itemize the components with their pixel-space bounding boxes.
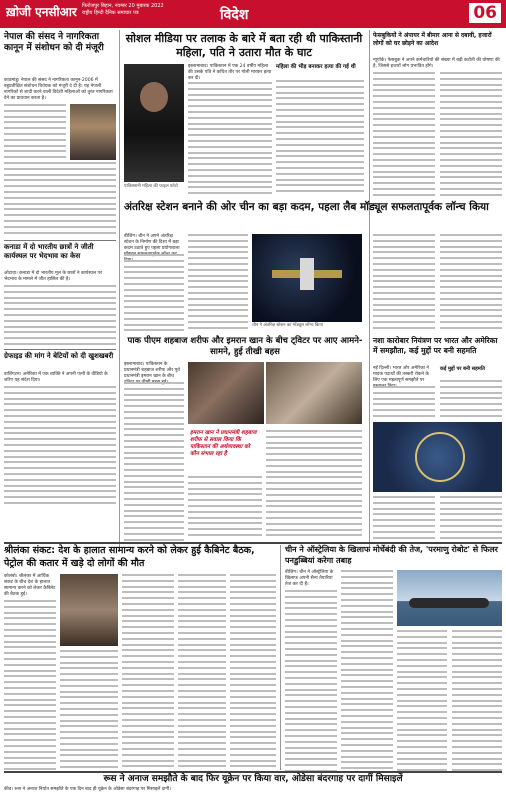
us-seal-photo [373,422,502,492]
canada-headline: कनाडा में दो भारतीय छात्रों ने जीती कार्यस्थल पर भेदभाव का केस [4,243,94,260]
space-station-photo [252,234,362,322]
submarine-photo [397,570,502,626]
china-australia-body-lines [397,630,447,768]
srilanka-body-lines [60,650,118,768]
china-space-body: बीजिंग। चीन ने अपने अंतरिक्ष स्टेशन के निर्माण की दिशा में बड़ा कदम उठाते हुए पहला प्रयोगशाला [124,234,180,251]
russia-body: कीव। रूस ने अनाज निर्यात समझौते के एक दिन बाद ही यूक्रेन के ओडेसा बंदरगाह पर मिसाइलें दागीं। [4,787,171,792]
nepal-parliament-photo [70,104,116,160]
video-body: वाशिंगटन। अमेरिका में एक व्यक्ति ने अपनी पत्नी के वीडियो के जरिए यह संदेश दिया। [4,372,108,383]
srilanka-body-lines [4,600,56,768]
newspaper-logo: ख़ोजी एनसीआर [6,5,77,19]
facebook-body: न्यूयॉर्क। फेसबुक ने अपने कर्मचारियों की संख्या में बड़ी कटौती की घोषणा की है, जिससे हजारों लोग प्रभावित होंगे। [373,58,500,69]
china-space-headline: अंतरिक्ष स्टेशन बनाने की ओर चीन का बड़ा कदम, पहला लैब मॉड्यूल सफलतापूर्वक लॉन्च किया [124,201,489,213]
shehbaz-body-lines [188,476,262,536]
column-divider [119,30,120,550]
china-australia-headline: चीन ने ऑस्ट्रेलिया के खिलाफ मोर्चेबंदी की तेज, 'परमाणु रोबोट' से फिलर पनडुब्बियां करेगा तबाह [285,545,498,565]
drugs-subheading: कई मुद्दों पर बनी सहमति [440,366,485,372]
china-space-caption: चीन ने अंतरिक्ष स्टेशन का मॉड्यूल लॉन्च किया [252,323,323,328]
china-space-body-lines [373,234,435,330]
srilanka-photo [60,574,118,646]
shehbaz-body-lines [266,430,362,536]
nepal-body: काठमांडू। नेपाल की संसद ने नागरिकता कानून-2006 में बहुप्रतीक्षित संशोधन विधेयक को मंजूरी दे दी है। यह नेपाली नागरिकों से शादी करने वाली विदेशी महिलाओं को तुरंत नागरिकता देने का प्रावधान करता है। [4,78,113,101]
seal-emblem [415,432,465,482]
drugs-headline: नशा कारोबार नियंत्रण पर भारत और अमेरिका में समझौता, कई मुद्दों पर बनी सहमति [373,336,498,355]
section-title: विदेश [220,7,249,23]
shehbaz-headline: पाक पीएम शहबाज शरीफ और इमरान खान के बीच ट्विटर पर आए आमने-सामने, हुई तीखी बहस [127,336,363,357]
china-australia-body: बीजिंग। चीन ने ऑस्ट्रेलिया के खिलाफ अपनी सैन्य तैयारियां तेज कर दी हैं। [285,570,334,587]
pakistan-woman-subheading: महिला की भीड़ बनाकर हत्या की गई थी [276,64,356,70]
video-headline: ग्रेफाइड की मांग ने बेटियों को दी खुशखबरी [4,352,114,360]
masthead [0,0,506,28]
submarine-shape [409,598,489,608]
column-divider [280,545,281,770]
section-rule [4,771,502,773]
shehbaz-body-lines [124,382,184,536]
facebook-body-lines [373,72,435,196]
edition-date: फिरोजपुर बिहान, नवम्बर 20 मुबारक 2022 राष्ट्रीय हिन्दी दैनिक समाचार पत्र [82,3,164,16]
canada-body: ओटावा। कनाडा में दो भारतीय मूल के छात्रों ने कार्यस्थल पर भेदभाव के मामले में जीत हासिल की है। [4,271,103,282]
drugs-body: नई दिल्ली। भारत और अमेरिका ने मादक पदार्थों की तस्करी रोकने के लिए एक महत्वपूर्ण समझौते पर [373,366,429,383]
russia-headline: रूस ने अनाज समझौते के बाद फिर यूक्रेन पर किया वार, ओडेसा बंदरगाह पर दागीं मिसाइलें [103,774,403,784]
shehbaz-body: इस्लामाबाद। पाकिस्तान के प्रधानमंत्री शहबाज शरीफ और पूर्व प्रधानमंत्री इमरान खान के बीच [124,362,180,379]
pakistan-woman-body-lines [276,80,364,196]
srilanka-body-lines [122,574,174,768]
drugs-body-lines [373,386,435,420]
facebook-body-lines [440,72,502,196]
china-australia-body-lines [285,590,337,768]
drugs-body-lines [440,380,502,420]
srilanka-body-lines [230,574,276,768]
pakistan-woman-photo [124,64,184,182]
section-rule [4,542,502,544]
pakistan-woman-headline: सोशल मीडिया पर तलाक के बारे में बता रही थी पाकिस्तानी महिला, पति ने उतारा मौत के घाट [125,32,363,59]
nepal-body-lines [4,162,116,238]
srilanka-headline: श्रीलंका संकट: देश के हालात सामान्य करने को लेकर हुई कैबिनेट बैठक, पेट्रोल की कतार में खड़े दो लोगों की मौत [4,545,255,569]
story-rule [4,349,116,350]
pakistan-woman-body: इस्लामाबाद। पाकिस्तान में एक 24 वर्षीय महिला की उसके पति ने कथित तौर पर गोली मारकर हत्या कर दी। [188,64,272,81]
shehbaz-pull-quote: इमरान खान ने प्रधानमंत्री शहबाज शरीफ से सवाल किया कि पाकिस्तान की अर्थव्यवस्था को कौन संभाल रहा है [190,430,257,457]
face-shape [140,82,168,112]
facebook-headline: फेसबुकियों ने अंपायर में बीमार आना से दबावी, हजारों लोगों को घर छोड़ने का आदेश [373,32,492,47]
nepal-headline: नेपाल की संसद ने नागरिकता कानून में संशोधन को दी मंजूरी [4,32,104,53]
nepal-body-lines [4,104,66,160]
china-australia-body-lines [341,570,393,768]
page-number: 06 [469,3,501,23]
china-australia-body-lines [452,630,502,768]
srilanka-body-lines [178,574,226,768]
module-shape [300,258,314,290]
china-space-body-lines [188,234,248,330]
canada-body-lines [4,285,116,347]
imran-photo [266,362,362,424]
column-divider [369,30,370,550]
story-rule [4,240,116,241]
pakistan-woman-caption: पाकिस्तानी महिला की फाइल फोटो [124,184,178,189]
pakistan-woman-body-lines [188,82,272,196]
video-body-lines [4,386,116,506]
srilanka-body: कोलंबो। श्रीलंका में आर्थिक संकट के बीच देश के हालात सामान्य करने को लेकर कैबिनेट की बैठक हुई। [4,574,56,597]
drugs-body-lines [440,496,502,538]
shehbaz-photo [188,362,264,424]
china-space-body-lines [440,234,502,330]
drugs-body-lines [373,496,435,538]
china-space-body-lines [124,254,184,330]
